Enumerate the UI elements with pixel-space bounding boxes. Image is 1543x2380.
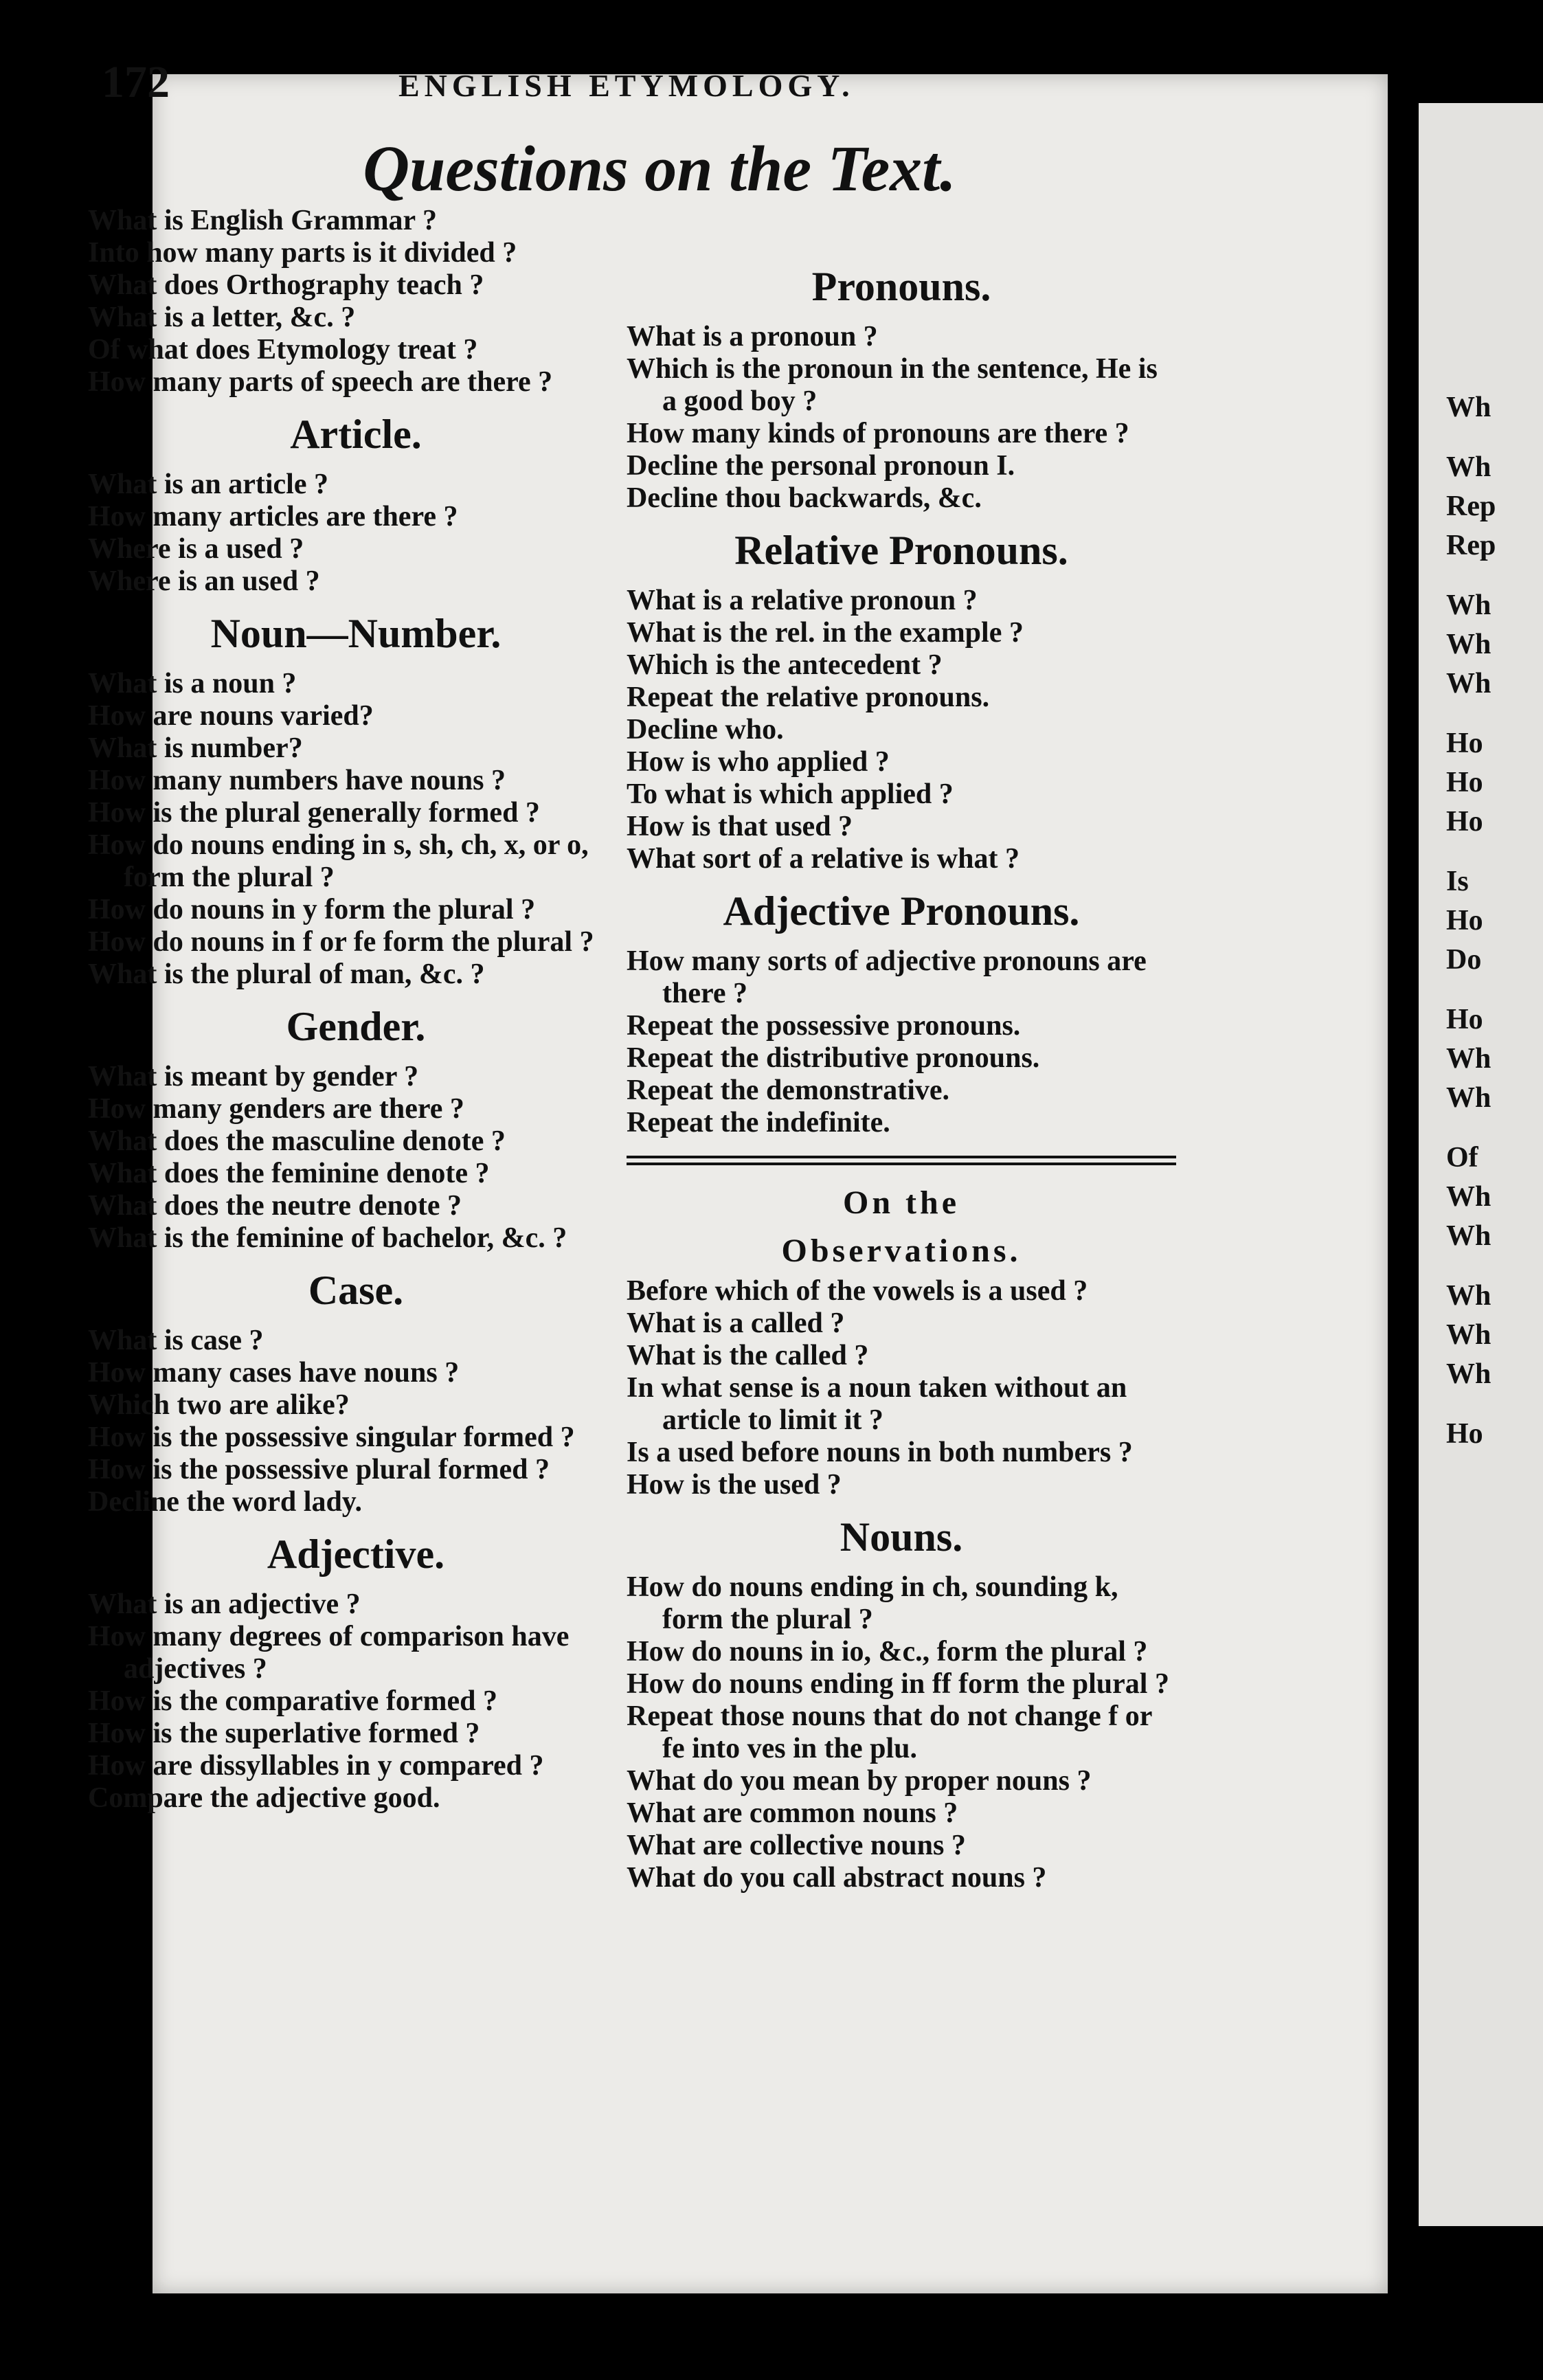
gender-questions [88, 1061, 624, 1255]
edge-fragment: Wh [1446, 668, 1491, 699]
edge-fragment: Is [1446, 866, 1469, 897]
intro-questions [88, 205, 624, 398]
question-line: What is number? [88, 732, 303, 764]
section-heading-adjective: Adjective. [267, 1531, 445, 1577]
question-line: What is an adjective ? [88, 1588, 361, 1620]
question-line: What do you call abstract nouns ? [627, 1862, 1047, 1894]
question-line: How do nouns in io, &c., form the plural ? [627, 1636, 1148, 1668]
question-line: What does the feminine denote ? [88, 1158, 490, 1189]
question-line: Repeat the indefinite. [627, 1107, 890, 1138]
question-line: Decline the personal pronoun I. [627, 450, 1015, 482]
case-questions [88, 1325, 624, 1518]
question-line: What is a noun ? [88, 668, 297, 699]
edge-fragment: Do [1446, 944, 1482, 976]
question-line: How do nouns in y form the plural ? [88, 894, 536, 925]
edge-fragment: Wh [1446, 1181, 1491, 1213]
question-line: What is the feminine of bachelor, &c. ? [88, 1222, 567, 1254]
section-heading-case: Case. [308, 1268, 404, 1313]
question-line: How are dissyllables in y compared ? [88, 1750, 544, 1782]
question-line: How many numbers have nouns ? [88, 765, 506, 796]
question-line: What does Orthography teach ? [88, 269, 484, 301]
question-line: Repeat the distributive pronouns. [627, 1042, 1040, 1074]
section-heading-adjective-pronouns: Adjective Pronouns. [723, 888, 1080, 934]
question-line: What is the plural of man, &c. ? [88, 958, 485, 990]
edge-fragment: Wh [1446, 1043, 1491, 1075]
pronoun-questions [627, 321, 1176, 515]
observations-heading-1: On the [842, 1185, 960, 1221]
question-line: How is the plural generally formed ? [88, 797, 540, 829]
edge-fragment: Ho [1446, 767, 1483, 798]
question-line: How many parts of speech are there ? [88, 366, 553, 398]
question-line: What sort of a relative is what ? [627, 843, 1020, 875]
question-line: What are common nouns ? [627, 1797, 958, 1829]
question-line: How many genders are there ? [88, 1093, 464, 1125]
question-line: What is English Grammar ? [88, 205, 437, 236]
question-line: How is the possessive singular formed ? [88, 1422, 575, 1453]
question-line: What is a letter, &c. ? [88, 302, 356, 333]
question-line: How many articles are there ? [88, 501, 458, 532]
edge-fragment: Wh [1446, 1220, 1491, 1252]
edge-fragment: Ho [1446, 1418, 1483, 1450]
observation-questions [627, 1275, 1176, 1501]
question-line: In what sense is a noun taken without an article to limit it ? [627, 1372, 1127, 1436]
question-line: How is the superlative formed ? [88, 1718, 480, 1749]
adjective-pronoun-questions [627, 945, 1176, 1139]
double-rule [627, 1156, 1176, 1165]
question-line: Which is the antecedent ? [627, 649, 943, 681]
article-questions [88, 469, 624, 598]
left-column [88, 205, 624, 1815]
question-line: How many kinds of pronouns are there ? [627, 418, 1129, 449]
question-line: What is case ? [88, 1325, 264, 1356]
page-title: Questions on the Text. [363, 133, 956, 205]
question-line: What is a relative pronoun ? [627, 585, 978, 616]
edge-fragment: Ho [1446, 1004, 1483, 1035]
question-line: Decline who. [627, 714, 784, 745]
edge-fragment: Wh [1446, 590, 1491, 621]
question-line: What does the neutre denote ? [88, 1190, 462, 1222]
question-line: What is a called ? [627, 1307, 845, 1339]
page-number: 172 [102, 57, 170, 107]
facing-page-edge [1419, 103, 1543, 2226]
question-line: Compare the adjective good. [88, 1782, 440, 1814]
edge-fragment: Wh [1446, 1319, 1491, 1351]
question-line: What are collective nouns ? [627, 1830, 966, 1861]
question-line: How are nouns varied? [88, 700, 374, 732]
edge-fragment: Wh [1446, 392, 1491, 423]
section-heading-article: Article. [290, 412, 422, 457]
question-line: How is the comparative formed ? [88, 1685, 498, 1717]
question-line: How do nouns ending in ch, sounding k, form the plural ? [627, 1571, 1118, 1635]
question-line: Repeat the demonstrative. [627, 1075, 950, 1106]
section-heading-relative: Relative Pronouns. [734, 528, 1068, 573]
question-line: What is a pronoun ? [627, 321, 878, 352]
edge-fragment: Ho [1446, 905, 1483, 936]
question-line: How do nouns ending in s, sh, ch, x, or o, form the plural ? [88, 829, 589, 893]
question-line: What does the masculine denote ? [88, 1125, 506, 1157]
question-line: Before which of the vowels is a used ? [627, 1275, 1088, 1307]
question-line: Where is an used ? [88, 565, 320, 597]
question-line: Where is a used ? [88, 533, 304, 565]
edge-fragment: Wh [1446, 1082, 1491, 1114]
question-line: What do you mean by proper nouns ? [627, 1765, 1092, 1797]
edge-fragment: Wh [1446, 451, 1491, 483]
edge-fragments [1419, 103, 1543, 1450]
edge-fragment: Wh [1446, 1280, 1491, 1312]
question-line: Which is the pronoun in the sentence, He is a good boy ? [627, 353, 1158, 417]
question-line: Repeat the relative pronouns. [627, 682, 990, 713]
question-line: How many sorts of adjective pronouns are there ? [627, 945, 1147, 1009]
question-line: To what is which applied ? [627, 778, 954, 810]
question-line: Of what does Etymology treat ? [88, 334, 478, 366]
edge-fragment: Rep [1446, 491, 1496, 522]
question-line: Which two are alike? [88, 1389, 350, 1421]
question-line: Into how many parts is it divided ? [88, 237, 517, 269]
question-line: What is meant by gender ? [88, 1061, 419, 1092]
edge-fragment: Of [1446, 1142, 1478, 1174]
question-line: What is the rel. in the example ? [627, 617, 1024, 649]
question-line: What is the called ? [627, 1340, 869, 1371]
section-heading-gender: Gender. [286, 1004, 426, 1049]
nouns-questions [627, 1571, 1176, 1894]
question-line: How do nouns ending in ff form the plural ? [627, 1668, 1169, 1700]
question-line: Decline the word lady. [88, 1486, 362, 1518]
question-line: How many cases have nouns ? [88, 1357, 460, 1389]
edge-fragment: Wh [1446, 1358, 1491, 1390]
running-head: ENGLISH ETYMOLOGY. [398, 68, 855, 103]
relative-questions [627, 585, 1176, 875]
question-line: How is the used ? [627, 1469, 842, 1501]
edge-fragment: Ho [1446, 806, 1483, 838]
section-heading-pronouns: Pronouns. [811, 264, 991, 309]
section-heading-nouns: Nouns. [840, 1514, 963, 1560]
question-line: Decline thou backwards, &c. [627, 482, 982, 514]
question-line: Repeat those nouns that do not change f or fe into ves in the plu. [627, 1700, 1152, 1764]
question-line: How is who applied ? [627, 746, 890, 778]
observations-heading-2: Observations. [781, 1233, 1022, 1269]
question-line: Is a used before nouns in both numbers ? [627, 1437, 1133, 1468]
adjective-questions [88, 1588, 624, 1815]
question-line: What is an article ? [88, 469, 328, 500]
edge-fragment: Rep [1446, 530, 1496, 561]
question-line: How is the possessive plural formed ? [88, 1454, 550, 1485]
question-line: How is that used ? [627, 811, 853, 842]
question-line: How do nouns in f or fe form the plural ? [88, 926, 594, 958]
edge-fragment: Wh [1446, 629, 1491, 660]
noun-questions [88, 668, 624, 991]
right-column [627, 264, 1176, 1894]
section-heading-noun: Noun—Number. [210, 611, 502, 656]
edge-fragment: Ho [1446, 728, 1483, 759]
question-line: Repeat the possessive pronouns. [627, 1010, 1021, 1042]
question-line: How many degrees of comparison have adjectives ? [88, 1621, 570, 1685]
